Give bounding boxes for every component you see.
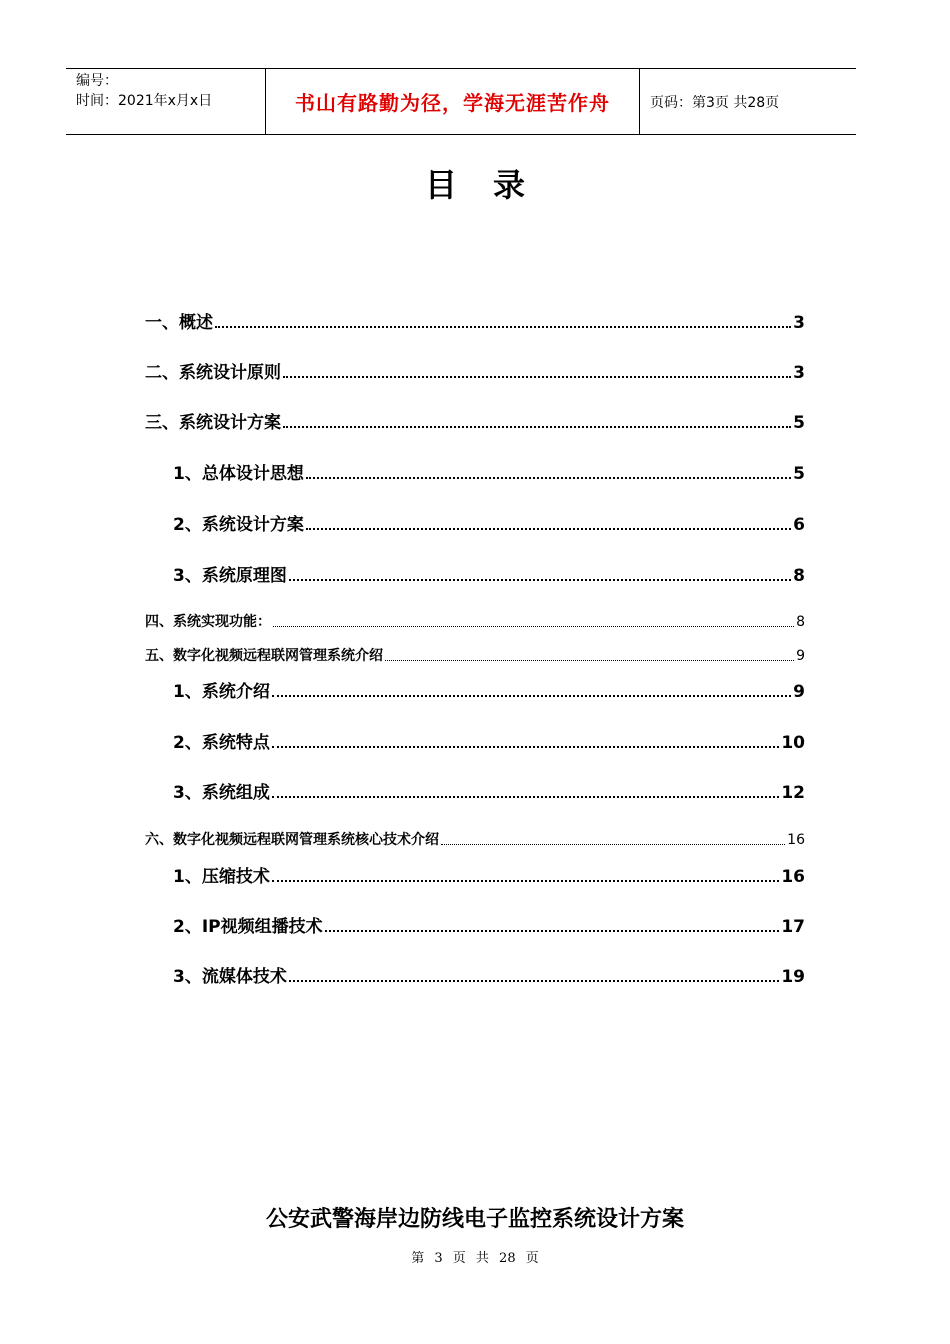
toc-leader (385, 660, 794, 661)
toc-entry[interactable] (145, 728, 805, 753)
toc-entry-page: 9 (796, 648, 805, 664)
toc-entry-page: 3 (793, 313, 805, 333)
toc-entry-text: 二、系统设计原则 (145, 363, 281, 383)
toc-entry-text: 1、总体设计思想 (173, 464, 304, 484)
toc-leader (306, 528, 791, 530)
toc-entry[interactable] (145, 912, 805, 937)
toc-entry-page: 19 (781, 967, 805, 987)
toc-entry-text: 1、压缩技术 (173, 867, 270, 887)
toc-leader (289, 980, 779, 982)
toc-entry[interactable] (145, 611, 805, 631)
time-label: 时间：2021年x月x日 (76, 93, 213, 109)
toc-entry[interactable] (145, 645, 805, 665)
toc-entry[interactable] (145, 459, 805, 484)
toc-entry-text: 一、概述 (145, 313, 213, 333)
toc-entry-page: 5 (793, 464, 805, 484)
toc-entry-page: 16 (787, 832, 805, 848)
toc-entry-page: 3 (793, 363, 805, 383)
footer-document-title: 公安武警海岸边防线电子监控系统设计方案 (265, 1207, 684, 1232)
number-label: 编号： (76, 73, 118, 89)
toc-entry-text: 1、系统介绍 (173, 682, 270, 702)
toc-entry-page: 10 (781, 733, 805, 753)
toc-entry-page: 5 (793, 413, 805, 433)
footer-page-number: 第 3 页 共 28 页 (411, 1251, 539, 1266)
header-page-info: 页码：第3页 共28页 (650, 94, 780, 111)
toc-entry[interactable] (145, 778, 805, 803)
toc-leader (283, 426, 791, 428)
toc-leader (325, 930, 780, 932)
toc-entry-page: 6 (793, 515, 805, 535)
toc-entry[interactable] (145, 962, 805, 987)
toc-entry[interactable] (145, 829, 805, 849)
toc-leader (272, 796, 779, 798)
toc-entry-text: 五、数字化视频远程联网管理系统介绍 (145, 648, 383, 664)
toc-entry-text: 3、流媒体技术 (173, 967, 287, 987)
toc-entry[interactable] (145, 510, 805, 535)
toc-entry-page: 17 (781, 917, 805, 937)
toc-entry-text: 三、系统设计方案 (145, 413, 281, 433)
toc-entry-page: 9 (793, 682, 805, 702)
toc-leader (273, 626, 794, 627)
page-header (66, 68, 856, 135)
toc-leader (272, 695, 791, 697)
toc-entry[interactable] (145, 408, 805, 433)
toc-leader (215, 326, 791, 328)
toc-entry-page: 8 (793, 566, 805, 586)
toc-leader (441, 844, 785, 845)
toc-entry[interactable] (145, 358, 805, 383)
toc-leader (306, 477, 791, 479)
header-meta (66, 69, 266, 134)
toc-entry-text: 3、系统原理图 (173, 566, 287, 586)
toc-entry-page: 8 (796, 614, 805, 630)
toc-entry-text: 2、IP视频组播技术 (173, 917, 323, 937)
toc-entry-text: 六、数字化视频远程联网管理系统核心技术介绍 (145, 832, 439, 848)
toc-entry[interactable] (145, 862, 805, 887)
toc-entry-page: 12 (781, 783, 805, 803)
page-title: 目录 (424, 166, 561, 204)
toc-entry-text: 2、系统特点 (173, 733, 270, 753)
toc-leader (289, 579, 791, 581)
toc-entry[interactable] (145, 561, 805, 586)
toc-leader (272, 746, 779, 748)
toc-leader (272, 880, 779, 882)
toc-entry-text: 3、系统组成 (173, 783, 270, 803)
toc-leader (283, 376, 791, 378)
toc-entry-text: 2、系统设计方案 (173, 515, 304, 535)
toc-entry-page: 16 (781, 867, 805, 887)
header-motto: 书山有路勤为径，学海无涯苦作舟 (266, 69, 640, 134)
toc-entry[interactable] (145, 308, 805, 333)
toc-entry[interactable] (145, 677, 805, 702)
toc-entry-text: 四、系统实现功能： (145, 614, 271, 630)
